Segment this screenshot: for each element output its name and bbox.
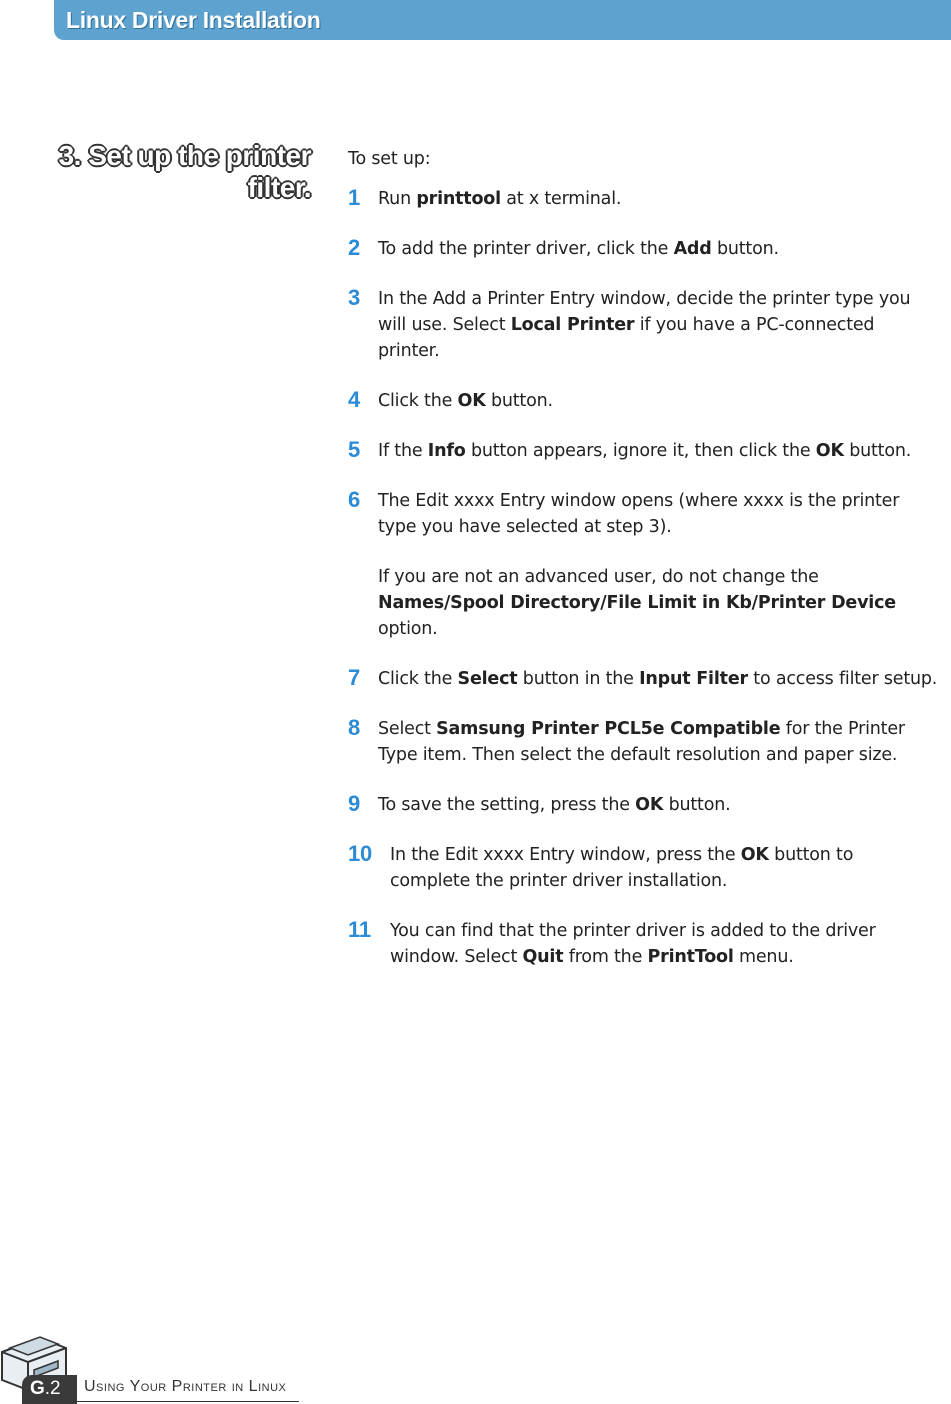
step-text — [378, 186, 938, 212]
step-text — [378, 792, 938, 818]
bold-term: Local Printer — [510, 315, 635, 335]
step-text — [378, 716, 938, 768]
step-item — [348, 716, 938, 768]
text-segment: In the Add a Printer Entry window, decide the printer type you will use. Select — [378, 289, 911, 335]
bold-term: OK — [457, 391, 486, 411]
text-segment: You can find that the printer driver is added to the driver window. Select — [390, 921, 876, 967]
text-segment: In the Edit xxxx Entry window, press the — [390, 845, 741, 865]
bold-term: Quit — [522, 947, 564, 967]
step-paragraph — [378, 438, 938, 464]
step-item — [348, 438, 938, 464]
step-item — [348, 842, 938, 894]
step-paragraph — [378, 236, 938, 262]
step-number: 7 — [348, 665, 361, 690]
step-item — [348, 236, 938, 262]
step-item — [348, 666, 938, 692]
step-item — [348, 186, 938, 212]
page-number — [30, 1378, 61, 1400]
step-item — [348, 488, 938, 642]
step-number: 1 — [348, 185, 361, 210]
intro-text: To set up: — [348, 149, 431, 169]
section-title-line1: 3. Set up the printer — [58, 140, 311, 171]
step-paragraph — [378, 792, 938, 818]
step-number: 5 — [348, 437, 361, 462]
step-number: 9 — [348, 791, 361, 816]
step-paragraph — [390, 918, 938, 970]
step-paragraph — [378, 186, 938, 212]
text-segment: Click the — [378, 391, 458, 411]
bold-term: Add — [673, 239, 712, 259]
step-paragraph — [390, 842, 938, 894]
step-number: 4 — [348, 387, 361, 412]
step-text — [378, 666, 938, 692]
text-segment: If the — [378, 441, 428, 461]
step-text — [378, 388, 938, 414]
step-number: 10 — [348, 841, 373, 866]
text-segment: If you are not an advanced user, do not change the — [378, 567, 819, 587]
text-segment: button. — [843, 441, 912, 461]
text-segment: from the — [563, 947, 648, 967]
text-segment: button. — [485, 391, 553, 411]
step-note — [378, 564, 938, 642]
step-text — [390, 842, 938, 894]
text-segment: button. — [663, 795, 731, 815]
text-segment: for the Printer Type item. Then select the default resolution and paper size. — [378, 719, 905, 765]
text-segment: Run — [378, 189, 417, 209]
step-paragraph — [378, 666, 938, 692]
step-paragraph — [378, 716, 938, 768]
page-digit: .2 — [44, 1378, 61, 1399]
text-segment: option. — [378, 619, 438, 639]
step-number: 2 — [348, 235, 361, 260]
step-item — [348, 286, 938, 364]
text-segment: button to complete the printer driver installation. — [390, 845, 854, 891]
bold-term: Names/Spool Directory/File Limit in Kb/Printer Device — [378, 593, 896, 613]
bold-term: Samsung Printer PCL5e Compatible — [436, 719, 781, 739]
step-number: 6 — [348, 487, 361, 512]
bold-term: Input Filter — [639, 669, 748, 689]
text-segment: Click the — [378, 669, 458, 689]
step-item — [348, 918, 938, 970]
step-text — [378, 286, 938, 364]
bold-term: Info — [427, 441, 466, 461]
step-number: 8 — [348, 715, 361, 740]
text-segment: menu. — [733, 947, 794, 967]
bold-term: OK — [815, 441, 844, 461]
footer-rule — [77, 1401, 299, 1402]
step-item — [348, 388, 938, 414]
step-item — [348, 792, 938, 818]
section-title-line2: filter. — [247, 172, 311, 203]
text-segment: The Edit xxxx Entry window opens (where xxxx is the printer type you have selected at step 3). — [378, 491, 900, 537]
bold-term: OK — [740, 845, 769, 865]
step-paragraph — [378, 286, 938, 364]
bold-term: OK — [635, 795, 664, 815]
step-number: 11 — [348, 917, 371, 942]
text-segment: button appears, ignore it, then click the — [465, 441, 816, 461]
page-letter: G — [30, 1378, 45, 1399]
step-text — [378, 438, 938, 464]
bold-term: printtool — [416, 189, 501, 209]
step-text — [390, 918, 938, 970]
step-paragraph — [378, 488, 938, 540]
text-segment: button in the — [517, 669, 640, 689]
text-segment: To save the setting, press the — [378, 795, 636, 815]
step-text — [378, 236, 938, 262]
step-text — [378, 488, 938, 642]
footer-title: Using Your Printer in Linux — [84, 1378, 287, 1395]
text-segment: Select — [378, 719, 437, 739]
step-paragraph — [378, 388, 938, 414]
text-segment: button. — [711, 239, 779, 259]
header-title: Linux Driver Installation — [66, 7, 321, 33]
text-segment: at x terminal. — [500, 189, 622, 209]
step-number: 3 — [348, 285, 361, 310]
bold-term: Select — [457, 669, 518, 689]
steps-list — [348, 186, 938, 970]
text-segment: to access filter setup. — [747, 669, 938, 689]
instructions — [348, 146, 938, 994]
text-segment: To add the printer driver, click the — [378, 239, 674, 259]
bold-term: PrintTool — [647, 947, 734, 967]
text-segment: if you have a PC-connected printer. — [378, 315, 875, 361]
section-title — [20, 140, 311, 204]
